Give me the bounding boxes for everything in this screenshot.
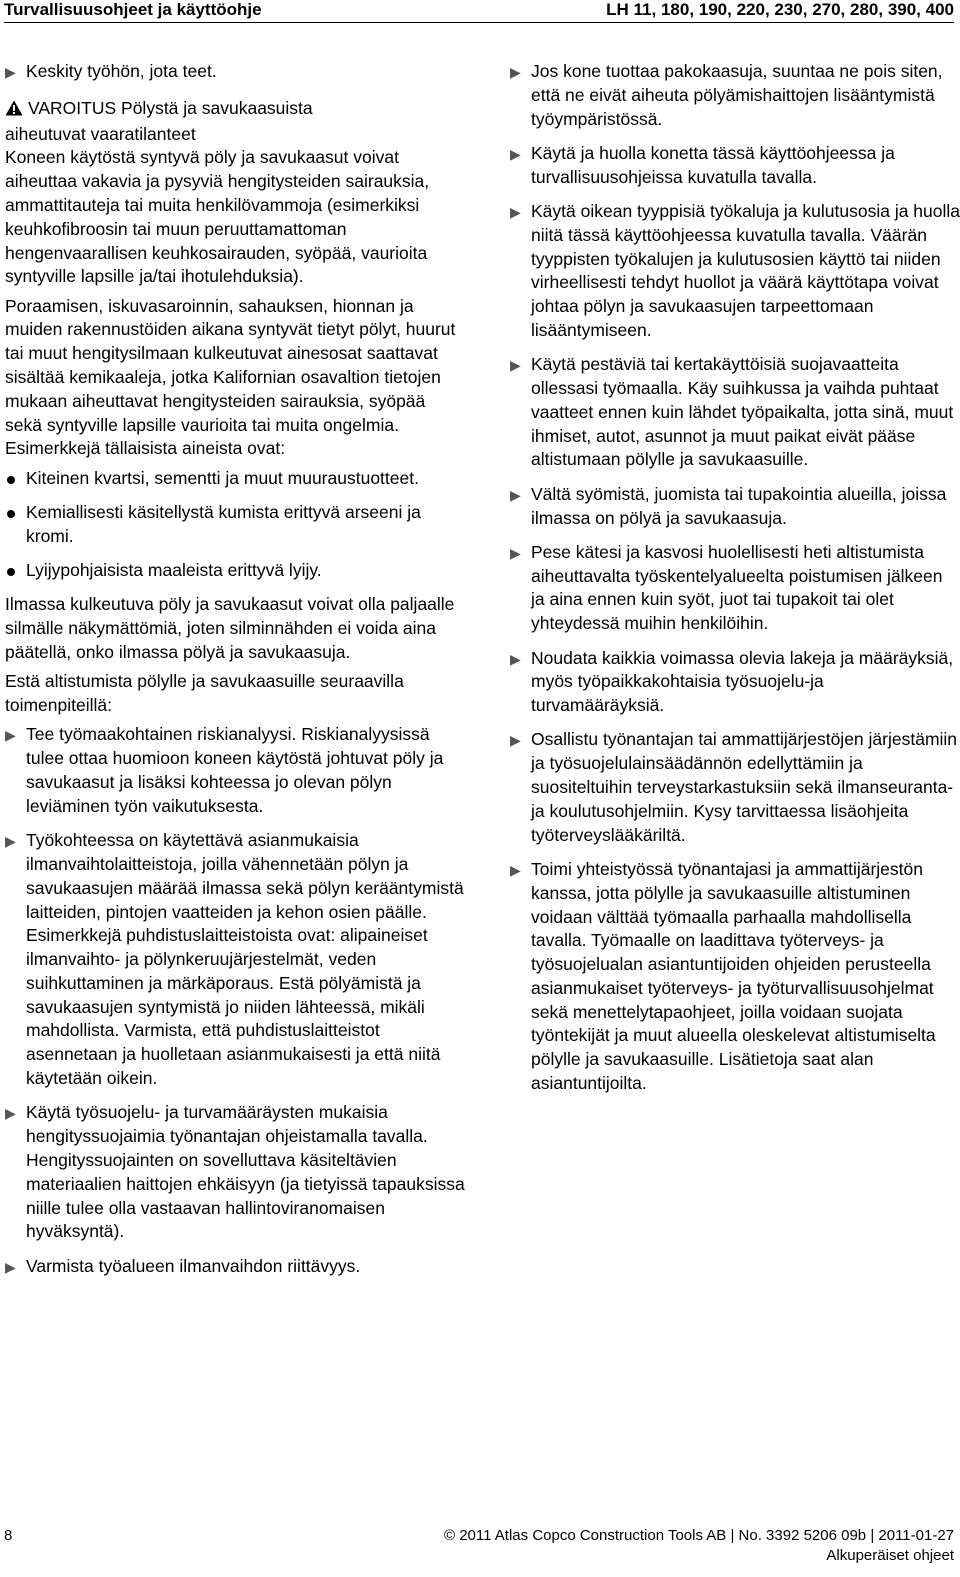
arrow-icon: ▶ <box>510 861 521 878</box>
invisible-dust-paragraph: Ilmassa kulkeutuva pöly ja savukaasut voivat olla paljaalle silmälle näkymättömiä, joten silminnähden ei voida aina päätellä, onko ilmassa pölyä ja savukaasuja. <box>5 594 455 663</box>
arrow-icon: ▶ <box>5 833 16 850</box>
prevention-step: ▶ Osallistu työnantajan tai ammattijärjestöjen järjestämiin ja työsuojelulainsäädännön edellyttämiin ja suositeltuihin terveystarkastuksiin sekä ilmanseuranta- ja koulutusohjelmiin. Kysy tarvittaessa lisäohjeita työterveyslääkäriltä. <box>510 729 958 845</box>
arrow-icon: ▶ <box>510 145 521 162</box>
arrow-icon: ▶ <box>5 64 16 80</box>
page-number: 8 <box>4 1527 13 1544</box>
prevention-step: ▶ Työkohteessa on käytettävä asianmukaisia ilmanvaihtolaitteistoja, joilla vähennetään pölyn ja savukaasujen määrää ilmassa sekä pölyn kerääntymistä laitteiden, pintojen vaatteiden ja kehon osien päälle. Esimerkkejä puhdistuslaitteistoista ovat: alipaineiset ilmanvaihto- ja pölynkeruujärjestelmät, veden suihkuttaminen ja märkäporaus. Estä pölyämistä ja savukaasujen syntymistä jo niiden lähteessä, mikäli mahdollista. Varmista, että puhdistuslaitteistot asennetaan ja huolletaan asianmukaisesti ja että niitä käytetään oikein. <box>5 830 464 1089</box>
prevention-step: ▶ Käytä oikean tyyppisiä työkaluja ja kulutusosia ja huolla niitä tässä käyttöohjeessa kuvatulla tavalla. Väärän tyyppisten työkalujen ja kulutusosien käyttö tai niiden virheellisesti tehdyt huollot ja väärä käyttötapa voivat johtaa pölyn ja savukaasujen tarpeettomaan lisääntymiseen. <box>510 200 960 340</box>
warning-triangle-icon <box>5 99 23 123</box>
bullet-dot-icon <box>7 568 15 576</box>
arrow-icon: ▶ <box>510 544 521 561</box>
prevention-step: ▶ Käytä pestäviä tai kertakäyttöisiä suojavaatteita ollessasi työmaalla. Käy suihkussa ja vaihda puhtaat vaatteet ennen kuin lähdet työpaikalta, jotta sinä, muut ihmiset, autot, asunnot ja muut paikat eivät pääse altistumaan pölylle ja savukaasuille. <box>510 354 954 470</box>
bullet-item: Kemiallisesti käsitellystä kumista erittyvä arseeni ja kromi. <box>5 501 465 549</box>
warning-title-line1: VAROITUS Pölystä ja savukaasuista <box>28 97 313 118</box>
arrow-icon: ▶ <box>510 486 521 503</box>
arrow-icon: ▶ <box>5 1258 16 1275</box>
prevention-step: ▶ Tee työmaakohtainen riskianalyysi. Riskianalyysissä tulee ottaa huomioon koneen käytöstä johtuvat pöly ja savukaasut ja lisäksi kohteessa jo olevan pölyn leviäminen työn vaikutuksesta. <box>5 724 444 816</box>
arrow-icon: ▶ <box>510 203 521 220</box>
prevention-step: ▶ Vältä syömistä, juomista tai tupakointia alueilla, joissa ilmassa on pölyä ja savukaasuja. <box>510 483 947 528</box>
arrow-icon: ▶ <box>510 732 521 749</box>
warning-heading <box>5 97 465 147</box>
right-column <box>510 60 960 1106</box>
model-list: LH 11, 180, 190, 220, 230, 270, 280, 390, 400 <box>606 0 954 19</box>
prevention-step: ▶ Noudata kaikkia voimassa olevia lakeja ja määräyksiä, myös työpaikkakohtaisia työsuojelu-ja turvamääräyksiä. <box>510 647 954 716</box>
california-paragraph: Poraamisen, iskuvasaroinnin, sahauksen, hionnan ja muiden rakennustöiden aikana syntyvät tietyt pölyt, huurut tai muut hengitysilmaan kulkeutuvat ainesosat saattavat sisältää kemikaaleja, jotka Kalifornian osavaltion tietojen mukaan aiheuttavat hengitysteiden sairauksia, syöpää sekä syntyville lapsille vaurioita tai muita ongelmia. Esimerkkejä tällaisista aineista ovat: <box>5 295 456 459</box>
left-column <box>5 60 465 1289</box>
prevention-step: ▶ Käytä ja huolla konetta tässä käyttöohjeessa ja turvallisuusohjeissa kuvatulla tavalla. <box>510 142 895 187</box>
prevention-step: ▶ Varmista työalueen ilmanvaihdon riittävyys. <box>5 1255 465 1279</box>
copyright-line: © 2011 Atlas Copco Construction Tools AB | No. 3392 5206 09b | 2011-01-27 <box>443 1527 954 1544</box>
prevention-intro: Estä altistumista pölylle ja savukaasuille seuraavilla toimenpiteillä: <box>5 671 404 716</box>
prevention-step: ▶ Käytä työsuojelu- ja turvamääräysten mukaisia hengityssuojaimia työnantajan ohjeistamalla tavalla. Hengityssuojainten on sovelluttava käsiteltävien materiaalien haittojen ehkäisyyn (ja tietyissä tapauksissa niille tulee olla vastaavan hallintoviranomaisen hyväksyntä). <box>5 1102 465 1242</box>
focus-step: ▶ Keskity työhön, jota teet. <box>5 60 465 84</box>
arrow-icon: ▶ <box>510 650 521 667</box>
bullet-item: Lyijypohjaisista maaleista erittyvä lyijy. <box>5 559 465 583</box>
arrow-icon: ▶ <box>510 64 521 80</box>
document-title: Turvallisuusohjeet ja käyttöohje <box>4 0 262 19</box>
bullet-item: Kiteinen kvartsi, sementti ja muut muuraustuotteet. <box>5 467 465 491</box>
prevention-step: ▶ Jos kone tuottaa pakokaasuja, suuntaa ne pois siten, että ne eivät aiheuta pölyämishaittojen lisääntymistä työympäristössä. <box>510 61 943 129</box>
arrow-icon: ▶ <box>5 727 16 744</box>
warning-title-line2: aiheutuvat vaaratilanteet <box>5 123 196 144</box>
hazard-paragraph: Koneen käytöstä syntyvä pöly ja savukaasut voivat aiheuttaa vakavia ja pysyviä hengitysteiden sairauksia, ammattitauteja tai muita henkilövammoja (esimerkiksi keuhkofibroosin tai muun peruuttamattoman hengenvaarallisen keuhkosairauden, syöpää, vaurioita syntyville lapsille ja/tai ihotulehduksia). <box>5 147 430 287</box>
arrow-icon: ▶ <box>5 1105 16 1122</box>
page-header <box>4 0 954 23</box>
arrow-icon: ▶ <box>510 357 521 374</box>
bullet-dot-icon <box>7 476 15 484</box>
prevention-step: ▶ Toimi yhteistyössä työnantajasi ja ammattijärjestön kanssa, jotta pölylle ja savukaasuille altistuminen voidaan välttää työmaalla parhaalla mahdollisella tavalla. Työmaalle on laadittava työterveys- ja työsuojelualan asiantuntijoiden ohjeiden perusteella asianmukaiset työterveys- ja työturvallisuusohjelmat sekä menettelytapaohjeet, joilla voidaan suojata työntekijät ja muut alueella oleskelevat altistumiselta pölylle ja savukaasuille. Lisätietoja saat alan asiantuntijoilta. <box>510 858 936 1094</box>
prevention-step: ▶ Pese kätesi ja kasvosi huolellisesti heti altistumista aiheuttavalta työskentelyalueelta poistumisen jälkeen ja aina ennen kuin syöt, juot tai tupakoit tai olet yhteydessä muihin henkilöihin. <box>510 541 943 634</box>
original-instructions-label: Alkuperäiset ohjeet <box>826 1547 954 1564</box>
bullet-dot-icon <box>7 510 15 518</box>
